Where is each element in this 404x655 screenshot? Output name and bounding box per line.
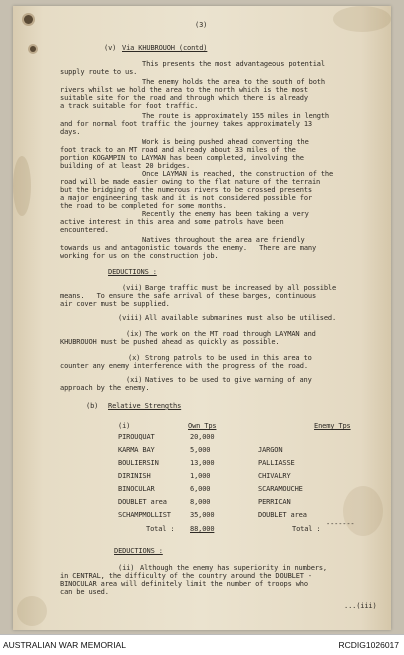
deduction-number: (ii) xyxy=(118,564,135,572)
enemy-total-value: ------- xyxy=(326,520,355,528)
paragraph-line: days. xyxy=(60,128,81,136)
paragraph-line: encountered. xyxy=(60,226,109,234)
page-number: (3) xyxy=(195,21,208,29)
paragraph-line: building of at least 20 bridges. xyxy=(60,162,191,170)
own-total-value: 88,000 xyxy=(190,525,215,533)
punch-hole-icon xyxy=(30,46,36,52)
section-label: (v) xyxy=(104,44,117,52)
enemy-unit-name: SCARAMOUCHE xyxy=(258,485,303,493)
paragraph-line: The enemy holds the area to the south of both xyxy=(142,78,325,86)
continuation-marker: ...(iii) xyxy=(344,602,377,610)
deduction-line: means. To ensure the safe arrival of these barges, continuous xyxy=(60,292,317,300)
archive-name: AUSTRALIAN WAR MEMORIAL xyxy=(3,640,126,650)
archive-footer xyxy=(0,634,404,655)
stain-mark xyxy=(333,6,391,32)
deduction-line: Strong patrols to be used in this area to xyxy=(145,354,312,362)
subsection-heading: Relative Strengths xyxy=(108,402,182,410)
deduction-number: (xi) xyxy=(126,376,143,384)
enemy-troops-header: Enemy Tps xyxy=(314,422,351,430)
paragraph-line: portion KOGAMPIN to LAYMAN has been completed, involving the xyxy=(60,154,304,162)
own-unit-value: 5,000 xyxy=(190,446,211,454)
deduction-number: (vii) xyxy=(122,284,143,292)
enemy-unit-name: JARGON xyxy=(258,446,283,454)
paragraph-line: rivers whilst we hold the area to the north which is the most xyxy=(60,86,308,94)
record-id: RCDIG1026017 xyxy=(338,640,399,650)
strengths-sub-label: (i) xyxy=(118,422,131,430)
deduction-line: Barge traffic must be increased by all possible xyxy=(145,284,337,292)
own-unit-value: 6,000 xyxy=(190,485,211,493)
own-unit-name: BINOCULAR xyxy=(118,485,155,493)
enemy-total-label: Total : xyxy=(292,525,321,533)
own-unit-value: 13,000 xyxy=(190,459,215,467)
paragraph-line: a track suitable for foot traffic. xyxy=(60,102,199,110)
paragraph-line: suitable site for the road and through which there is already xyxy=(60,94,308,102)
enemy-unit-name: PALLIASSE xyxy=(258,459,295,467)
deduction-line: Although the enemy has superiority in numbers, xyxy=(140,564,327,572)
deduction-line: counter any enemy interference with the progress of the road. xyxy=(60,362,308,370)
own-unit-value: 35,000 xyxy=(190,511,215,519)
deduction-line: Natives to be used to give warning of any xyxy=(145,376,312,384)
own-unit-name: PIROUQUAT xyxy=(118,433,155,441)
deductions-heading: DEDUCTIONS : xyxy=(114,547,163,555)
deduction-line: BINOCULAR area will definitely limit the number of troops who xyxy=(60,580,308,588)
own-unit-name: DOUBLET area xyxy=(118,498,167,506)
paragraph-line: road will be made easier owing to the flat nature of the terrain xyxy=(60,178,321,186)
own-unit-name: SCHAMPMOLLIST xyxy=(118,511,171,519)
paragraph-line: Once LAYMAN is reached, the construction of the xyxy=(142,170,334,178)
own-unit-name: BOULIERSIN xyxy=(118,459,159,467)
stain-mark xyxy=(17,596,47,626)
paragraph-line: The route is approximately 155 miles in length xyxy=(142,112,329,120)
stain-mark xyxy=(343,486,383,536)
subsection-label: (b) xyxy=(86,402,99,410)
own-unit-value: 1,000 xyxy=(190,472,211,480)
paragraph-line: This presents the most advantageous potential xyxy=(142,60,325,68)
paragraph-line: Work is being pushed ahead converting the xyxy=(142,138,309,146)
stain-mark xyxy=(13,156,31,216)
own-unit-value: 20,000 xyxy=(190,433,215,441)
deduction-line: can be used. xyxy=(60,588,109,596)
deduction-line: air cover must be supplied. xyxy=(60,300,170,308)
enemy-unit-name: PERRICAN xyxy=(258,498,291,506)
deduction-number: (viii) xyxy=(118,314,143,322)
deduction-line: approach by the enemy. xyxy=(60,384,150,392)
paragraph-line: and for normal foot traffic the journey takes approximately 13 xyxy=(60,120,312,128)
deduction-line: The work on the MT road through LAYMAN and xyxy=(145,330,316,338)
paragraph-line: the road to be completed for some months. xyxy=(60,202,227,210)
own-unit-name: KARMA BAY xyxy=(118,446,155,454)
own-unit-name: DIRINISH xyxy=(118,472,151,480)
paragraph-line: but the bridging of the numerous rivers to be crossed presents xyxy=(60,186,312,194)
enemy-unit-name: DOUBLET area xyxy=(258,511,307,519)
paragraph-line: foot track to an MT road and already about 33 miles of the xyxy=(60,146,296,154)
own-total-label: Total : xyxy=(146,525,175,533)
deduction-number: (x) xyxy=(128,354,141,362)
paragraph-line: active interest in this area and some patrols have been xyxy=(60,218,284,226)
deduction-line: in CENTRAL, the difficulty of the country around the DOUBLET - xyxy=(60,572,312,580)
own-unit-value: 8,000 xyxy=(190,498,211,506)
paragraph-line: Natives throughout the area are friendly xyxy=(142,236,305,244)
paragraph-line: working for us on the construction job. xyxy=(60,252,219,260)
enemy-unit-name: CHIVALRY xyxy=(258,472,291,480)
paragraph-line: towards us and antagonistic towards the enemy. There are many xyxy=(60,244,317,252)
deductions-heading: DEDUCTIONS : xyxy=(108,268,157,276)
deduction-number: (ix) xyxy=(126,330,143,338)
deduction-line: KHUBROUOH must be pushed ahead as quickly as possible. xyxy=(60,338,280,346)
section-heading: Via KHUBROUOH (contd) xyxy=(122,44,208,52)
paragraph-line: Recently the enemy has been taking a very xyxy=(142,210,309,218)
paragraph-line: supply route to us. xyxy=(60,68,138,76)
deduction-line: All available submarines must also be utilised. xyxy=(145,314,337,322)
paragraph-line: a major engineering task and it is not considered possible for xyxy=(60,194,312,202)
punch-hole-icon xyxy=(24,15,33,24)
own-troops-header: Own Tps xyxy=(188,422,217,430)
